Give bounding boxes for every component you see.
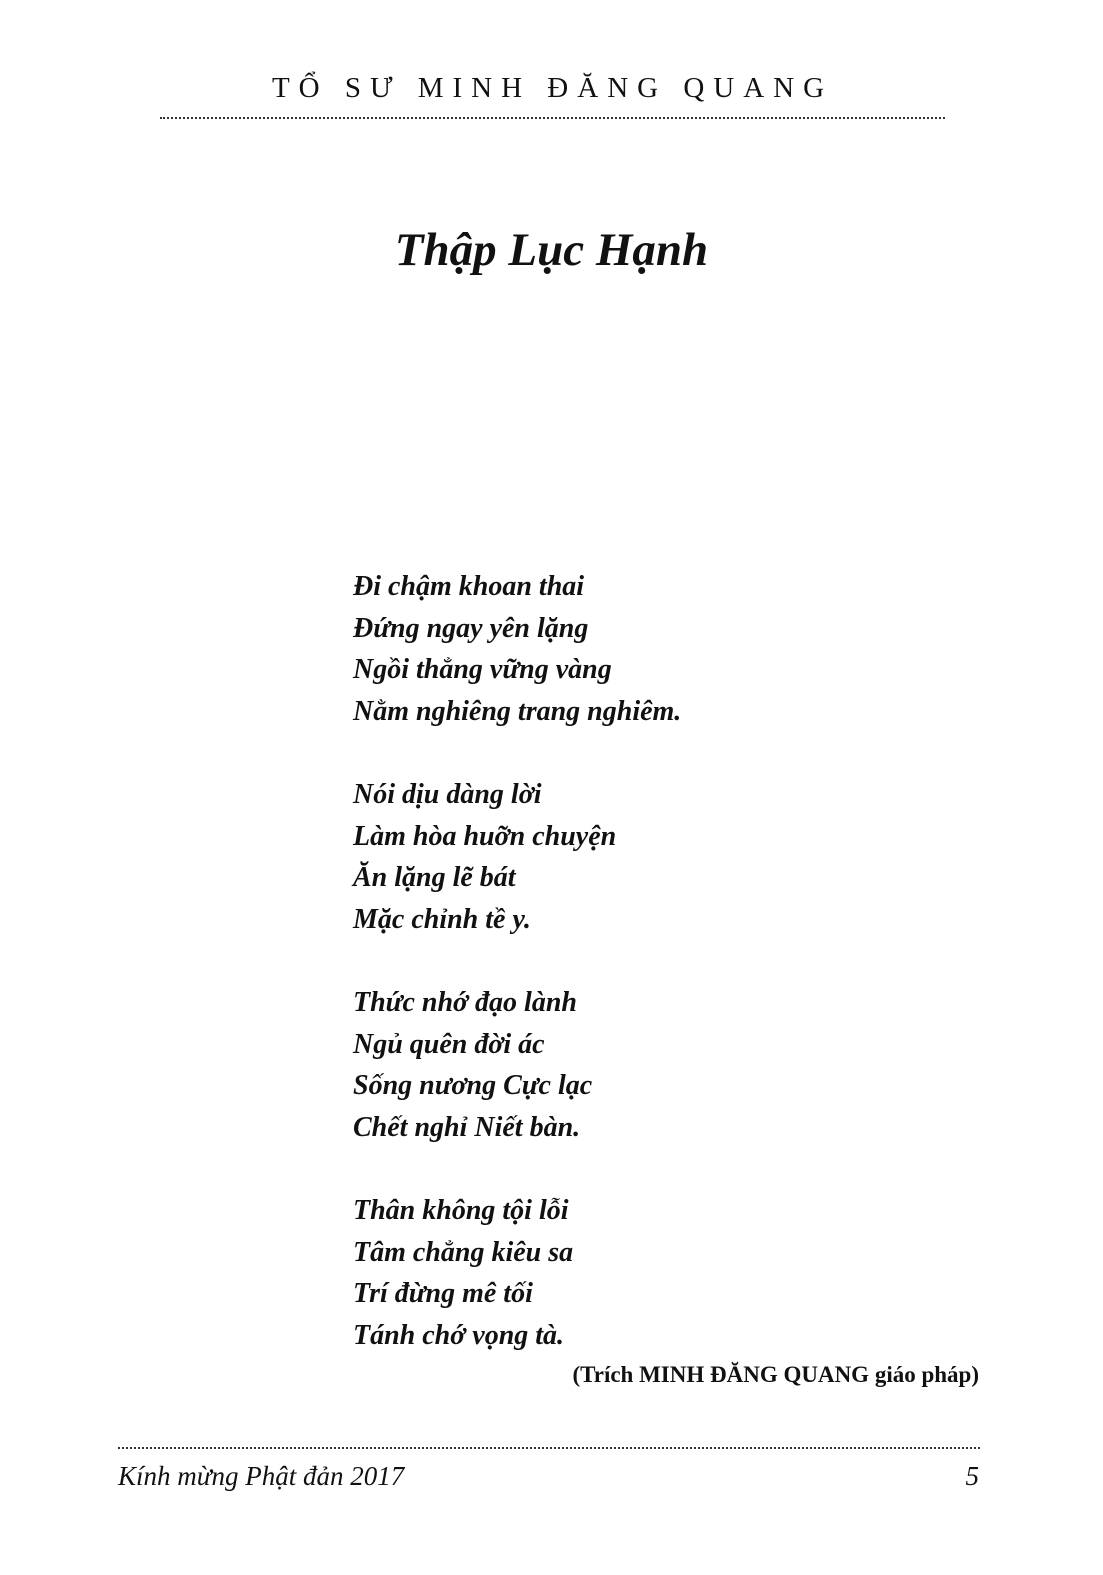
page-number: 5 (965, 1461, 979, 1491)
poem-line: Tâm chẳng kiêu sa (353, 1236, 574, 1268)
poem-line: Ngồi thẳng vững vàng (353, 654, 612, 685)
poem-line: Làm hòa huỡn chuyện (353, 820, 617, 852)
footer-caption: Kính mừng Phật đản 2017 (118, 1461, 405, 1491)
poem-line: Mặc chỉnh tề y. (353, 903, 531, 935)
poem-line: Đứng ngay yên lặng (353, 612, 589, 644)
poem-line: Ăn lặng lẽ bát (353, 862, 516, 893)
poem-line: Trí đừng mê tối (353, 1278, 533, 1309)
poem-line: Tánh chớ vọng tà. (353, 1319, 565, 1351)
header-rule (160, 117, 945, 119)
footer-rule (118, 1447, 980, 1449)
poem-line: Nằm nghiêng trang nghiêm. (353, 695, 682, 727)
stanza-2 (353, 774, 681, 940)
poem-line: Thân không tội lỗi (353, 1195, 569, 1226)
stanza-1 (353, 566, 681, 732)
poem-line: Đi chậm khoan thai (353, 571, 585, 602)
running-header: TỔ SƯ MINH ĐĂNG QUANG (271, 72, 834, 104)
poem (353, 566, 681, 1356)
poem-line: Thức nhớ đạo lành (353, 987, 577, 1018)
poem-line: Ngủ quên đời ác (353, 1028, 545, 1060)
poem-line: Nói dịu dàng lời (353, 779, 542, 810)
citation: (Trích MINH ĐĂNG QUANG giáo pháp) (572, 1362, 979, 1387)
stanza-3 (353, 982, 681, 1148)
poem-title: Thập Lục Hạnh (394, 224, 709, 276)
poem-line: Sống nương Cực lạc (353, 1070, 593, 1101)
stanza-4 (353, 1190, 681, 1356)
poem-line: Chết nghỉ Niết bàn. (353, 1111, 581, 1143)
